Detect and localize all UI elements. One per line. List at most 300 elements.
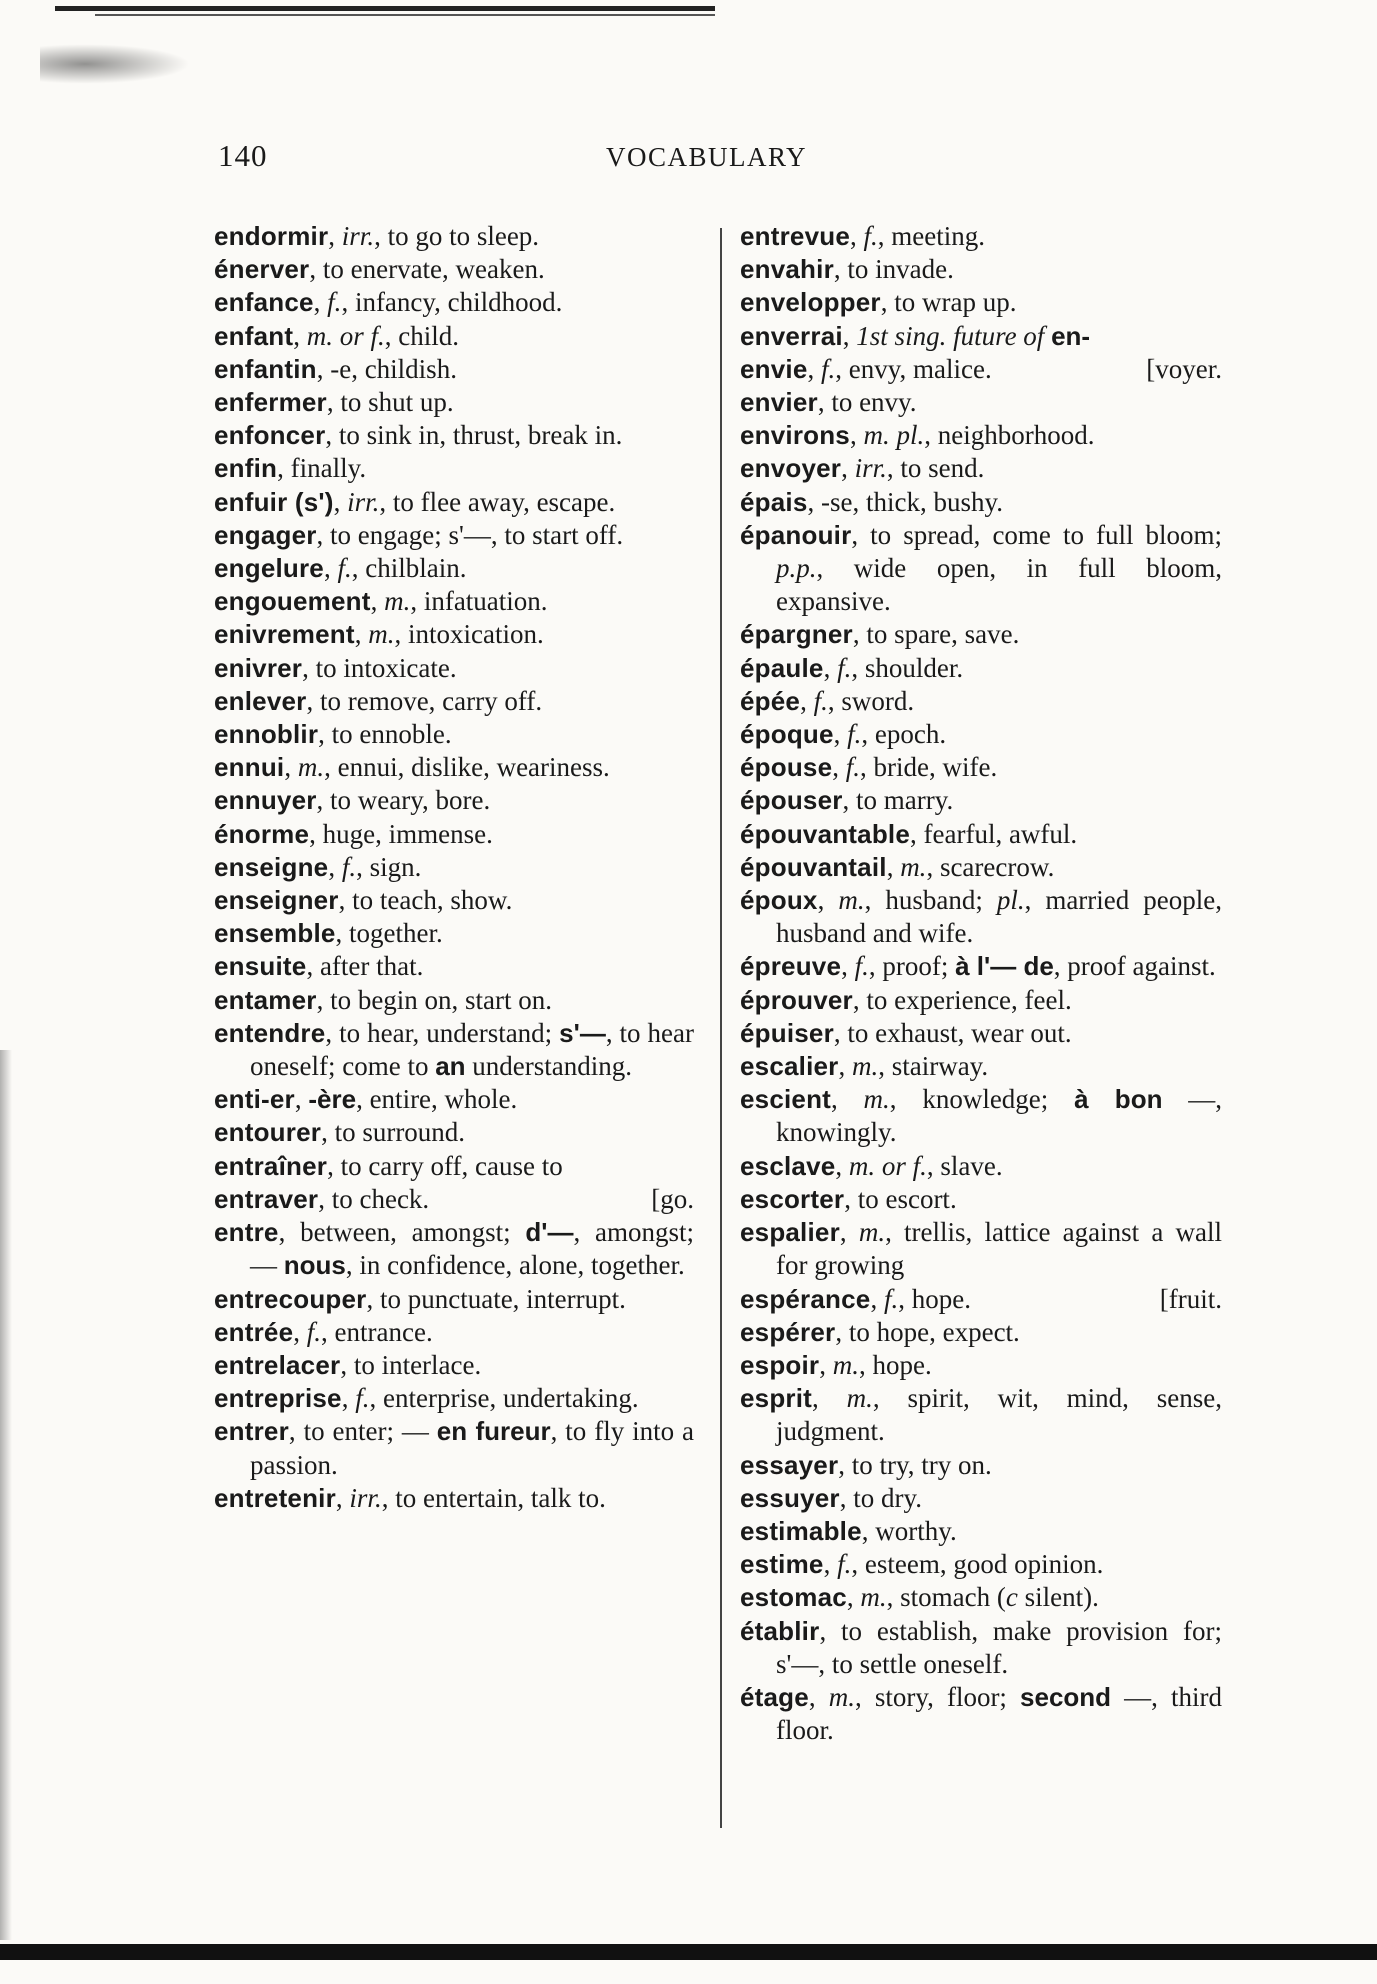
headword: époux	[740, 885, 818, 916]
vocab-entry	[214, 419, 694, 452]
definition-text: —, third floor.	[776, 1681, 1222, 1746]
headword: essuyer	[740, 1482, 840, 1513]
headword: enfant	[214, 320, 294, 351]
definition-text: , scarecrow.	[926, 851, 1055, 882]
definition-text: , to begin on, start on.	[316, 984, 553, 1015]
vocab-entry	[740, 1017, 1222, 1050]
grammar-note: m.	[828, 1681, 856, 1712]
definition-text: , fearful, awful.	[910, 818, 1078, 849]
definition-text: , stomach (	[886, 1582, 1006, 1613]
vocab-entry	[214, 1316, 694, 1349]
vocab-entry	[214, 452, 694, 485]
grammar-note: p.p.	[776, 553, 817, 584]
grammar-note: m.	[860, 1582, 887, 1613]
definition-text: ,	[333, 486, 348, 517]
bottom-rule	[0, 1944, 1377, 1960]
vocab-entry	[740, 718, 1222, 751]
definition-text: , proof;	[868, 951, 956, 982]
definition-text: ,	[293, 320, 307, 351]
headword: entendre	[214, 1017, 326, 1048]
headword: enfin	[214, 453, 278, 484]
vocab-entry	[740, 253, 1222, 286]
headword: entraver	[214, 1183, 319, 1214]
headword: engouement	[214, 586, 371, 617]
definition-text: , chilblain.	[351, 553, 467, 584]
headword: entrecouper	[214, 1283, 367, 1314]
headword: ennui	[214, 752, 285, 783]
definition-text: ,	[841, 951, 855, 982]
definition-text: , between, amongst;	[278, 1217, 526, 1248]
headword: épouse	[740, 752, 833, 783]
headword: épuiser	[740, 1017, 834, 1048]
vocab-entry	[214, 718, 694, 751]
column-divider	[720, 228, 722, 1828]
vocab-entry	[740, 1615, 1222, 1681]
vocab-entry	[740, 1283, 1222, 1316]
vocab-entry	[214, 552, 694, 585]
vocab-entry	[214, 353, 694, 386]
vocab-entry	[740, 1183, 1222, 1216]
top-rule	[55, 6, 715, 11]
bold-phrase: an	[435, 1051, 466, 1082]
vocab-entry	[214, 1083, 694, 1116]
definition-text: ,	[328, 221, 342, 251]
definition-text: ,	[849, 221, 864, 251]
grammar-note: f.	[837, 1549, 852, 1580]
vocab-entry	[214, 851, 694, 884]
grammar-note: f.	[847, 719, 862, 750]
vocab-entry	[740, 851, 1222, 884]
headword: envoyer	[740, 453, 842, 484]
definition-text: , to interlace.	[340, 1349, 482, 1380]
grammar-note: f.	[854, 951, 869, 982]
grammar-note: m.	[838, 885, 865, 916]
definition-text: , to envy.	[817, 387, 917, 418]
headword: enfuir (s')	[214, 486, 334, 517]
grammar-note: irr.	[349, 1482, 382, 1513]
headword: épouser	[740, 785, 843, 816]
headword: enti-er	[214, 1084, 295, 1115]
vocab-entry	[214, 984, 694, 1017]
headword: ensuite	[214, 951, 307, 982]
definition-text: , to teach, show.	[338, 885, 513, 916]
bold-phrase: -ère	[308, 1084, 357, 1115]
grammar-note: m.	[297, 752, 325, 783]
definition-text: , to spare, save.	[852, 619, 1020, 650]
headword: enlever	[214, 685, 307, 716]
definition-text: understanding.	[465, 1051, 633, 1082]
definition-text: ,	[832, 752, 846, 783]
definition-text: , to remove, carry off.	[306, 685, 543, 716]
bold-phrase: d'—	[525, 1217, 574, 1248]
definition-text: , to weary, bore.	[316, 785, 491, 816]
grammar-note: f.	[306, 1316, 322, 1347]
definition-text: , worthy.	[861, 1515, 957, 1546]
definition-text: , ennui, dislike, weariness.	[324, 752, 610, 783]
definition-text: , sword.	[827, 685, 915, 716]
definition-text: , to send.	[886, 453, 985, 484]
grammar-note: m.	[851, 1051, 879, 1082]
left-column	[214, 220, 694, 1515]
headword: entourer	[214, 1117, 322, 1148]
definition-text: ,	[886, 851, 901, 882]
definition-text: ,	[839, 1217, 859, 1248]
vocab-entry	[214, 1017, 694, 1083]
definition-text: , to spread, come to full bloom;	[851, 519, 1222, 550]
definition-text: , to hear, understand;	[325, 1017, 560, 1048]
definition-text: , shoulder.	[851, 652, 964, 683]
headword: esprit	[740, 1383, 813, 1414]
definition-text: ,	[808, 1681, 829, 1712]
headword: enfermer	[214, 387, 327, 418]
definition-text: , after that.	[306, 951, 424, 982]
definition-text: , slave.	[926, 1150, 1003, 1181]
vocab-entry	[740, 984, 1222, 1017]
ink-smudge	[40, 44, 190, 84]
headword: espoir	[740, 1349, 820, 1380]
definition-text: ,	[870, 1283, 884, 1314]
vocab-entry	[740, 220, 1222, 253]
bold-phrase: nous	[283, 1250, 346, 1281]
vocab-entry	[740, 286, 1222, 319]
headword: étage	[740, 1681, 809, 1712]
definition-text: , stairway.	[878, 1051, 989, 1082]
vocab-entry	[214, 1382, 694, 1415]
definition-text: ,	[313, 287, 328, 318]
vocab-entry	[214, 618, 694, 651]
vocab-entry	[214, 519, 694, 552]
definition-text: ,	[294, 1084, 309, 1115]
definition-text: , sign.	[356, 851, 422, 882]
headword: ensemble	[214, 918, 336, 949]
vocab-entry	[740, 751, 1222, 784]
vocab-entry	[740, 1349, 1222, 1382]
bold-phrase: en fureur	[436, 1416, 551, 1447]
definition-text: ,	[293, 1316, 307, 1347]
definition-text: , proof against.	[1053, 951, 1216, 982]
headword: enfoncer	[214, 420, 326, 451]
headword: envelopper	[740, 287, 881, 318]
headword: enfantin	[214, 353, 317, 384]
definition-text: ,	[328, 851, 342, 882]
vocab-entry	[740, 685, 1222, 718]
definition-text: , story, floor;	[855, 1681, 1021, 1712]
definition-text: ,	[833, 719, 848, 750]
grammar-note: irr.	[341, 221, 375, 251]
headword: estime	[740, 1549, 824, 1580]
definition-text: ,	[831, 1084, 864, 1115]
vocab-entry	[214, 917, 694, 950]
headword: enivrer	[214, 652, 303, 683]
grammar-note: m. pl.	[863, 420, 925, 451]
headword: envier	[740, 387, 818, 418]
vocab-entry	[740, 353, 1222, 386]
headword: ennoblir	[214, 719, 319, 750]
vocab-entry	[214, 1482, 694, 1515]
definition-text: , to enter; —	[288, 1416, 437, 1447]
headword: enseigne	[214, 851, 329, 882]
grammar-note: f.	[845, 752, 860, 783]
definition-text: ,	[838, 1051, 852, 1082]
headword: entamer	[214, 984, 317, 1015]
overflow-tail: [fruit.	[1159, 1283, 1222, 1314]
headword: épée	[740, 685, 801, 716]
definition-text: , hope.	[858, 1349, 932, 1380]
vocab-entry	[740, 1216, 1222, 1282]
definition-text: , huge, immense.	[309, 818, 493, 849]
binding-shadow	[0, 1050, 12, 1940]
headword: entre	[214, 1217, 279, 1248]
headword: épouvantail	[740, 851, 887, 882]
vocab-entry	[214, 486, 694, 519]
definition-text: , to engage; s'—, to start off.	[316, 519, 624, 550]
definition-text: , to entertain, talk to.	[381, 1482, 606, 1513]
definition-text: , esteem, good opinion.	[851, 1549, 1104, 1580]
vocab-entry	[214, 1415, 694, 1481]
definition-text: , entrance.	[321, 1316, 433, 1347]
definition-text: , wide open, in full bloom, expansive.	[776, 553, 1222, 617]
grammar-note: f.	[355, 1383, 370, 1414]
definition-text: silent).	[1017, 1582, 1099, 1613]
vocab-entry	[214, 320, 694, 353]
headword: entrevue	[740, 221, 850, 251]
definition-text: ,	[823, 652, 838, 683]
grammar-note: m.	[384, 586, 411, 617]
headword: enverrai	[740, 320, 843, 351]
definition-text: ,	[823, 1549, 838, 1580]
headword: épaule	[740, 652, 824, 683]
vocab-entry	[740, 320, 1222, 353]
definition-text: ,	[800, 685, 814, 716]
headword: envie	[740, 353, 808, 384]
vocab-entry	[740, 1548, 1222, 1581]
vocab-entry	[214, 1349, 694, 1382]
definition-text: , to fly into a passion.	[250, 1416, 695, 1480]
headword: escalier	[740, 1051, 839, 1082]
bold-phrase: à bon	[1074, 1084, 1163, 1115]
definition-text: , -se, thick, bushy.	[807, 486, 1003, 517]
grammar-note: c	[1005, 1582, 1018, 1613]
headword: entrer	[214, 1416, 289, 1447]
headword: énorme	[214, 818, 310, 849]
headword: ennuyer	[214, 785, 317, 816]
definition-text: , to enervate, weaken.	[309, 254, 545, 285]
vocab-entry	[740, 1482, 1222, 1515]
vocab-entry	[214, 585, 694, 618]
definition-text: , to punctuate, interrupt.	[366, 1283, 626, 1314]
vocab-entry	[740, 652, 1222, 685]
grammar-note: f.	[821, 353, 836, 384]
grammar-note: f.	[341, 851, 357, 882]
grammar-note: f.	[863, 221, 878, 251]
definition-text: , intoxication.	[394, 619, 544, 650]
vocab-entry	[214, 1116, 694, 1149]
vocab-entry	[740, 1382, 1222, 1448]
vocab-entry	[740, 950, 1222, 983]
definition-text: , meeting.	[877, 221, 985, 251]
headword: entrelacer	[214, 1349, 341, 1380]
definition-text: ,	[335, 1482, 350, 1513]
overflow-tail: [voyer.	[1146, 353, 1222, 384]
definition-text: , to establish, make provision for; s'—, to settle oneself.	[776, 1615, 1222, 1679]
headword: époque	[740, 719, 834, 750]
headword: énerver	[214, 254, 310, 285]
definition-text: , to exhaust, wear out.	[833, 1017, 1072, 1048]
definition-text: , to intoxicate.	[302, 652, 457, 683]
definition-text: , hope.	[898, 1283, 971, 1314]
definition-text: ,	[807, 353, 821, 384]
vocab-entry	[214, 286, 694, 319]
headword: escient	[740, 1084, 832, 1115]
definition-text: , to invade.	[833, 254, 954, 285]
headword: entrée	[214, 1316, 294, 1347]
grammar-note: m.	[863, 1084, 890, 1115]
definition-text: , amongst; —	[250, 1217, 694, 1281]
grammar-note: m.	[846, 1383, 873, 1414]
vocab-entry	[740, 1581, 1222, 1614]
bold-phrase: à l'— de	[955, 951, 1054, 982]
definition-text: , to try, try on.	[838, 1449, 992, 1480]
grammar-note: m. or f.	[848, 1150, 927, 1181]
vocab-entry	[214, 386, 694, 419]
definition-text: ,	[842, 320, 857, 351]
vocab-entry	[740, 486, 1222, 519]
definition-text: ,	[341, 1383, 356, 1414]
definition-text: , to experience, feel.	[852, 984, 1072, 1015]
headword: escorter	[740, 1183, 845, 1214]
definition-text: , to carry off, cause to	[327, 1150, 563, 1181]
page-number: 140	[218, 138, 268, 173]
vocab-entry	[214, 253, 694, 286]
definition-text: , to hope, expect.	[835, 1316, 1020, 1347]
vocab-entry	[740, 519, 1222, 619]
definition-text: , enterprise, undertaking.	[369, 1383, 639, 1414]
grammar-note: m.	[368, 619, 395, 650]
grammar-note: pl.	[996, 885, 1025, 916]
vocab-entry	[740, 1515, 1222, 1548]
definition-text: , to escort.	[844, 1183, 957, 1214]
definition-text: , knowledge;	[889, 1084, 1075, 1115]
definition-text: , to flee away, escape.	[379, 486, 616, 517]
vocab-entry	[214, 1283, 694, 1316]
grammar-note: m.	[858, 1217, 886, 1248]
headword: épargner	[740, 619, 853, 650]
grammar-note: f.	[337, 553, 352, 584]
vocab-entry	[214, 751, 694, 784]
definition-text: , together.	[335, 918, 443, 949]
vocab-entry	[740, 386, 1222, 419]
definition-text: ,	[841, 453, 855, 484]
definition-text: —, knowingly.	[776, 1084, 1222, 1148]
vocab-entry	[740, 1150, 1222, 1183]
headword: engelure	[214, 553, 324, 584]
headword: épreuve	[740, 951, 842, 982]
definition-text: ,	[835, 1150, 849, 1181]
vocab-entry	[214, 1216, 694, 1282]
vocab-entry	[740, 1050, 1222, 1083]
definition-text: , married people, husband and wife.	[776, 885, 1222, 949]
headword: endormir	[214, 221, 329, 251]
definition-text: ,	[284, 752, 298, 783]
grammar-note: m.	[832, 1349, 859, 1380]
vocab-entry	[740, 618, 1222, 651]
headword: engager	[214, 519, 317, 550]
grammar-note: m. or f.	[306, 320, 385, 351]
right-column	[740, 220, 1222, 1747]
headword: estimable	[740, 1515, 862, 1546]
definition-text: ,	[817, 885, 839, 916]
headword: entraîner	[214, 1150, 328, 1181]
definition-text: , trellis, lattice against a wall for growing	[776, 1217, 1222, 1281]
grammar-note: irr.	[347, 486, 380, 517]
bold-phrase: s'—	[559, 1017, 606, 1048]
definition-text: , to ennoble.	[318, 719, 452, 750]
grammar-note: irr.	[854, 453, 887, 484]
definition-text: , -e, childish.	[316, 353, 457, 384]
definition-text: , neighborhood.	[924, 420, 1095, 451]
vocab-entry	[214, 818, 694, 851]
definition-text: , epoch.	[861, 719, 947, 750]
grammar-note: f.	[837, 652, 852, 683]
headword: espalier	[740, 1217, 840, 1248]
definition-text: , in confidence, alone, together.	[345, 1250, 685, 1281]
headword: environs	[740, 420, 850, 451]
top-rule-thin	[95, 14, 715, 16]
definition-text: , to shut up.	[326, 387, 454, 418]
vocab-entry	[740, 784, 1222, 817]
headword: épouvantable	[740, 818, 910, 849]
vocab-entry	[740, 1681, 1222, 1747]
headword: enivrement	[214, 619, 355, 650]
grammar-note: 1st sing. future of	[856, 320, 1045, 351]
vocab-entry	[214, 950, 694, 983]
definition-text: , to go to sleep.	[374, 221, 540, 251]
vocab-entry	[740, 452, 1222, 485]
definition-text: , infancy, childhood.	[341, 287, 563, 318]
definition-text: , entire, whole.	[356, 1084, 518, 1115]
vocab-entry	[740, 818, 1222, 851]
definition-text: ,	[846, 1582, 861, 1613]
headword: esclave	[740, 1150, 836, 1181]
headword: entreprise	[214, 1383, 342, 1414]
definition-text: , to wrap up.	[880, 287, 1017, 318]
vocab-entry	[740, 419, 1222, 452]
vocab-entry	[214, 652, 694, 685]
headword: entretenir	[214, 1482, 336, 1513]
definition-text: , envy, malice.	[835, 353, 992, 384]
grammar-note: f.	[813, 685, 828, 716]
headword: établir	[740, 1615, 820, 1646]
definition-text: , child.	[384, 320, 459, 351]
definition-text: , bride, wife.	[860, 752, 998, 783]
definition-text: , to sink in, thrust, break in.	[325, 420, 623, 451]
headword: enseigner	[214, 885, 339, 916]
definition-text: , to check.	[318, 1183, 430, 1214]
headword: enfance	[214, 287, 314, 318]
definition-text: , infatuation.	[410, 586, 548, 617]
vocab-entry	[740, 1449, 1222, 1482]
headword: épanouir	[740, 519, 852, 550]
overflow-tail: [go.	[651, 1183, 694, 1214]
definition-text: ,	[812, 1383, 847, 1414]
definition-text: , to surround.	[321, 1117, 466, 1148]
headword: éprouver	[740, 984, 853, 1015]
headword: estomac	[740, 1582, 847, 1613]
definition-text: ,	[849, 420, 864, 451]
grammar-note: m.	[900, 851, 927, 882]
definition-text: ,	[819, 1349, 833, 1380]
vocab-entry	[740, 1316, 1222, 1349]
